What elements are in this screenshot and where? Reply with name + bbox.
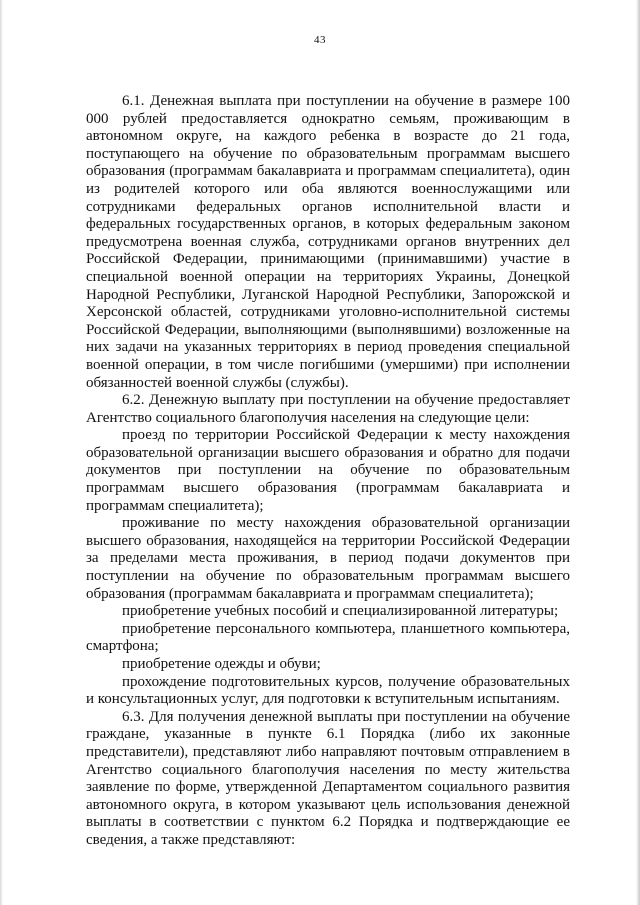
list-item-accommodation: проживание по месту нахождения образовательной организации высшего образования, находящейся на территории Российской Федерации за пределами места проживания, в период подачи документов при поступлении на обучение по образовательным программам высшего образования (программам бакалавриата и программам специалитета);	[86, 515, 570, 602]
paragraph-6-1: 6.1. Денежная выплата при поступлении на обучение в размере 100 000 рублей предоставляется однократно семьям, проживающим в автономном округе, на каждого ребенка в возрасте до 21 года, поступающего на обучение по образовательным программам высшего образования (программам бакалавриата и программам специалитета), один из родителей которого или оба являются военнослужащими или сотрудниками федеральных органов исполнительной власти и федеральных государственных органов, в которых федеральным законом предусмотрена военная служба, сотрудниками органов внутренних дел Российской Федерации, принимающими (принимавшими) участие в специальной военной операции на территориях Украины, Донецкой Народной Республики, Луганской Народной Республики, Запорожской и Херсонской областей, сотрудниками уголовно-исполнительной системы Российской Федерации, выполняющими (выполнявшими) возложенные на них задачи на указанных территориях в период проведения специальной военной операции, в том числе погибшими (умершими) при исполнении обязанностей военной службы (службы).	[86, 93, 570, 391]
list-item-computer: приобретение персонального компьютера, планшетного компьютера, смартфона;	[86, 620, 570, 655]
paragraph-6-3: 6.3. Для получения денежной выплаты при поступлении на обучение граждане, указанные в пункте 6.1 Порядка (либо их законные представители), представляют либо направляют почтовым отправлением в Агентство социального благополучия населения по месту жительства заявление по форме, утвержденной Департаментом социального развития автономного округа, в котором указывают цель использования денежной выплаты в соответствии с пунктом 6.2 Порядка и подтверждающие ее сведения, а также представляют:	[86, 708, 570, 848]
list-item-clothing: приобретение одежды и обуви;	[122, 656, 321, 672]
document-body	[86, 93, 570, 850]
paragraph-6-2: 6.2. Денежную выплату при поступлении на обучение предоставляет Агентство социального благополучия населения на следующие цели:	[86, 392, 570, 426]
page-number: 43	[314, 34, 326, 46]
list-item-courses: прохождение подготовительных курсов, получение образовательных и консультационных услуг, для подготовки к вступительным испытаниям.	[86, 673, 570, 708]
scan-edge-left	[0, 0, 3, 905]
list-item-textbooks: приобретение учебных пособий и специализированной литературы;	[122, 603, 559, 620]
scan-edge-right	[636, 0, 640, 905]
list-item-travel: проезд по территории Российской Федерации к месту нахождения образовательной организации высшего образования и обратно для подачи документов при поступлении на обучение по образовательным программам высшего образования (программам бакалавриата и программам специалитета);	[86, 427, 570, 514]
